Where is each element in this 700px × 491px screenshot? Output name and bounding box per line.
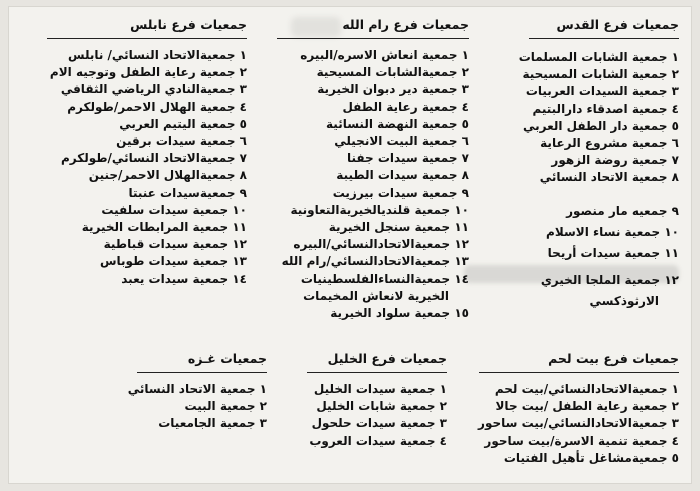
- list-item: ٣ جمعية سيدات حلحول: [311, 416, 447, 431]
- list-item: ٢ جمعية رعاية الطفل /بيت جالا: [495, 399, 679, 414]
- list-item: ٩ جمعيه مار منصور: [566, 203, 679, 218]
- list-item: ١١ جمعية المرابطات الخيرية: [81, 220, 247, 235]
- list-item: ٣ جمعيةالنادي الرياضي الثقافي: [60, 82, 247, 97]
- list-item: ١٢ جمعيةالاتحادالنسائي/البيره: [293, 237, 469, 252]
- list-item: ٨ جمعيةالهلال الاحمر/جنين: [88, 168, 247, 183]
- list-item: ١٣ جمعية سيدات طوباس: [99, 254, 247, 269]
- document-sheet: [8, 6, 692, 484]
- list-item: ٦ جمعية سيدات برقين: [116, 134, 247, 149]
- list-item: ١٢ جمعية الملجا الخيري: [540, 272, 679, 287]
- list-item: ١ جمعية الشابات المسلمات: [518, 50, 679, 64]
- list-item: ١١ جمعية سنجل الخيرية: [328, 220, 469, 235]
- jerusalem-extra-list: [493, 201, 679, 312]
- hebron-rule: [307, 372, 447, 373]
- jerusalem-rule: [529, 38, 679, 39]
- list-item: ١ جمعيةالاتحاد النسائي/ نابلس: [67, 48, 247, 62]
- list-item: ١ جمعية سيدات الخليل: [313, 382, 447, 396]
- list-item: ٧ جمعية روضة الزهور: [551, 153, 679, 168]
- list-item: ٨ جمعية الاتحاد النسائي: [539, 170, 679, 185]
- ramallah-section: [271, 17, 469, 322]
- ramallah-rule: [277, 38, 469, 39]
- list-item: ٤ جمعية الهلال الاحمر/طولكرم: [67, 99, 247, 114]
- list-item: ٤ جمعية تنمية الاسرة/بيت ساحور: [484, 433, 679, 448]
- list-item: ١٠ جمعية قلنديالخيريةالتعاونية: [290, 202, 469, 217]
- list-item: ٢ جمعية البيت: [184, 399, 267, 414]
- hebron-section: [289, 351, 447, 450]
- list-item: ٢ جمعية شابات الخليل: [316, 399, 447, 414]
- ramallah-list: [271, 47, 469, 322]
- list-item: ١٠ جمعية نساء الاسلام: [546, 224, 679, 239]
- list-item: ٩ جمعيةسيدات عنبتا: [128, 185, 247, 200]
- jerusalem-title: جمعيات فرع القدس: [556, 17, 679, 32]
- gaza-section: [105, 351, 267, 433]
- list-item: ٤ جمعية سيدات العروب: [309, 433, 447, 448]
- list-item: ١٤ جمعيةالنساءالفلسطينيات: [300, 271, 469, 286]
- list-item: ٢ جمعية رعاية الطفل وتوجيه الام: [49, 65, 247, 80]
- bethlehem-section: [453, 351, 679, 467]
- list-item: ١٣ جمعيةالاتحادالنسائي/رام الله: [281, 254, 469, 269]
- jerusalem-list: [493, 49, 679, 187]
- list-item: ٢ جمعية الشابات المسيحية: [522, 67, 679, 82]
- list-item: ٣ جمعية الجامعيات: [158, 416, 267, 431]
- gaza-title: جمعيات غـزه: [187, 351, 267, 366]
- list-item: ٩ جمعية سيدات بيرزيت: [332, 185, 469, 200]
- list-item: ٤ جمعية رعاية الطفل: [342, 99, 469, 114]
- list-item: الخيرية لانعاش المخيمات: [303, 288, 449, 303]
- list-item: ١ جمعية انعاش الاسره/البيره: [300, 48, 469, 62]
- hebron-list: [289, 381, 447, 450]
- list-item: ٨ جمعية سيدات الطيبة: [336, 168, 469, 183]
- nablus-section: [27, 17, 247, 288]
- hebron-title: جمعيات فرع الخليل: [327, 351, 447, 366]
- bethlehem-rule: [479, 372, 679, 373]
- list-item: الارثوذكسي: [589, 293, 659, 308]
- list-item: ٦ جمعية البيت الانجيلي: [334, 134, 469, 149]
- list-item: ٧ جمعيةالاتحاد النسائي/طولكرم: [60, 151, 247, 166]
- list-item: ٦ جمعية مشروع الرعاية: [540, 136, 679, 151]
- list-item: ٢ جمعيةالشابات المسيحية: [316, 65, 469, 80]
- list-item: ٥ جمعية النهضة النسائية: [326, 116, 469, 131]
- list-item: ١١ جمعية سيدات أريحا: [547, 245, 679, 260]
- list-item: ١٠ جمعية سيدات سلفيت: [101, 202, 247, 217]
- list-item: ١٤ جمعية سيدات يعبد: [121, 271, 247, 286]
- list-item: ٥ جمعية دار الطفل العربي: [522, 118, 679, 133]
- list-item: ١ جمعية الاتحاد النسائي: [127, 382, 267, 396]
- bethlehem-title: جمعيات فرع بيت لحم: [548, 351, 679, 366]
- gaza-list: [105, 381, 267, 433]
- jerusalem-section: [493, 17, 679, 312]
- ramallah-title: جمعيات فرع رام الله: [342, 17, 469, 32]
- nablus-list: [27, 47, 247, 288]
- list-item: ٥ جمعية اليتيم العربي: [119, 116, 247, 131]
- nablus-title: جمعيات فرع نابلس: [130, 17, 247, 32]
- list-item: ٧ جمعية سيدات جفنا: [347, 151, 469, 166]
- list-item: ٣ جمعيةالاتحادالنسائي/بيت ساحور: [478, 416, 679, 431]
- list-item: ٣ جمعية دير دبوان الخيرية: [317, 82, 469, 97]
- gaza-rule: [137, 372, 267, 373]
- list-item: ١٢ جمعية سيدات قباطية: [103, 237, 247, 252]
- list-item: ١ جمعيةالاتحادالنسائي/بيت لحم: [494, 382, 679, 396]
- list-item: ٣ جمعية السيدات العربيات: [525, 84, 679, 99]
- list-item: ٥ جمعيةمشاغل تأهيل الفتيات: [503, 450, 679, 465]
- list-item: ٤ جمعية اصدقاء دارالبتيم: [532, 101, 679, 116]
- bethlehem-list: [453, 381, 679, 467]
- nablus-rule: [47, 38, 247, 39]
- list-item: ١٥ جمعية سلواد الخيرية: [330, 306, 469, 321]
